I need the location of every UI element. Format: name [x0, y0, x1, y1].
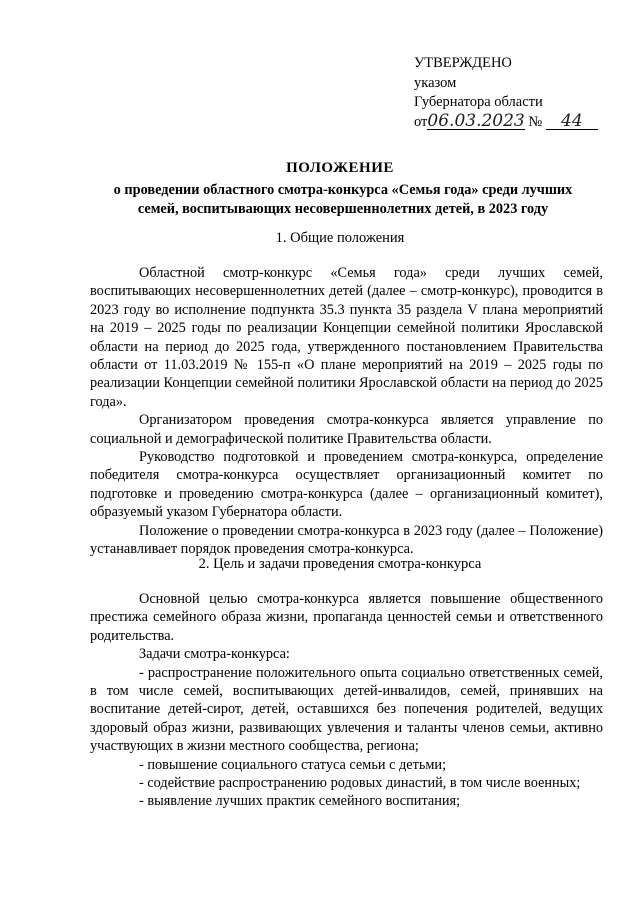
paragraph: Областной смотр-конкурс «Семья года» среди лучших семей, воспитывающих несовершеннолетних детей (далее – смотр-конкурс), проводится в 2023 году во исполнение подпункта 35.3 пункта 35 раздела V плана мероприятий на 2019 – 2025 годы по реализации Концепции семейной политики Ярославской области на период до 2025 года, утвержденного постановлением Правительства области от 11.03.2019 № 155-п «О плане мероприятий на 2019 – 2025 годы по реализации Концепции семейной политики Ярославской области на период до 2025 года».	[90, 265, 603, 410]
list-item: - распространение положительного опыта социально ответственных семей, в том числе семей, воспитывающих детей-инвалидов, семей, принявших на воспитание детей-сирот, детей, оставшихся без попечения родителей, ведущих здоровый образ жизни, развивающих увлечения и таланты членов семьи, активно участвующих в жизни местного сообщества, региона;	[90, 664, 603, 755]
approval-number: 44	[546, 113, 598, 130]
list-item: - содействие распространению родовых династий, в том числе военных;	[139, 775, 581, 792]
section-2-heading: 2. Цель и задачи проведения смотра-конкурса	[198, 556, 482, 572]
section-1-heading: 1. Общие положения	[275, 230, 405, 246]
approval-date-line	[414, 110, 598, 133]
paragraph: Руководство подготовкой и проведением смотра-конкурса, определение победителя смотра-конкурса осуществляет организационный комитет по подготовке и проведению смотра-конкурса (далее – организационный комитет), образуемый указом Губернатора области.	[90, 449, 603, 521]
paragraph: Основной целью смотра-конкурса является повышение общественного престижа семейного образа жизни, пропаганда ценностей семьи и ответственного родительства.	[90, 591, 603, 644]
list-item: - повышение социального статуса семьи с детьми;	[139, 756, 447, 773]
document-subtitle: о проведении областного смотра-конкурса «Семья года» среди лучших семей, воспитывающих несовершеннолетних детей, в 2023 году	[113, 182, 573, 217]
paragraph: Задачи смотра-конкурса:	[139, 646, 290, 663]
section-1-body	[90, 264, 603, 559]
approval-date: 06.03.2023	[427, 110, 525, 131]
approval-number-sign: №	[528, 113, 543, 130]
paragraph: Положение о проведении смотра-конкурса в 2023 году (далее – Положение) устанавливает порядок проведения смотра-конкурса.	[90, 522, 603, 558]
approval-by-decree: указом	[414, 74, 457, 91]
list-item: - выявление лучших практик семейного воспитания;	[139, 793, 461, 810]
approval-stamp-text: УТВЕРЖДЕНО	[414, 55, 512, 71]
approval-block	[414, 54, 598, 132]
approval-from-prefix: от	[414, 113, 428, 130]
paragraph: Организатором проведения смотра-конкурса является управление по социальной и демографической политике Правительства области.	[90, 412, 603, 447]
section-2-body	[90, 590, 603, 811]
approval-governor: Губернатора области	[414, 94, 543, 110]
document-title: ПОЛОЖЕНИЕ	[286, 160, 394, 176]
